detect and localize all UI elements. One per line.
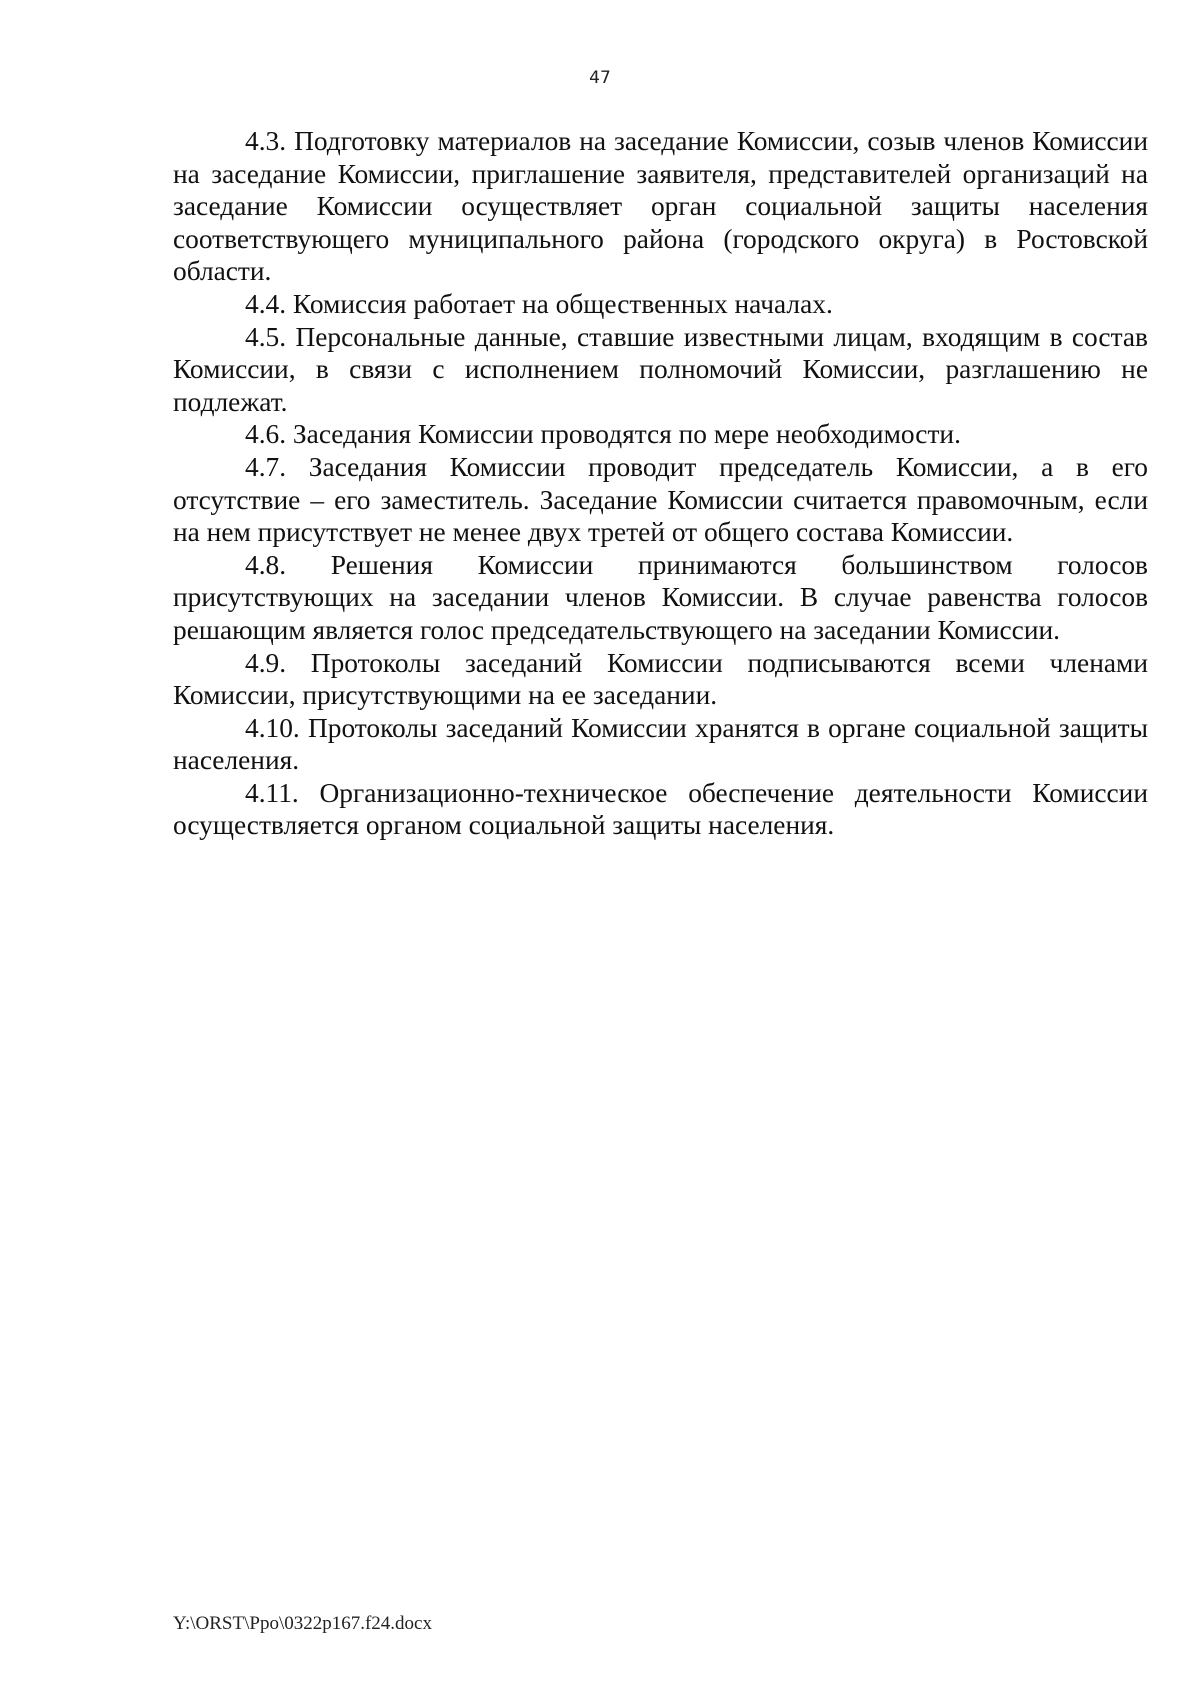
paragraph-4-11: 4.11. Организационно-техническое обеспечение деятельности Комиссии осуществляется органом социальной защиты населения. <box>173 777 1148 841</box>
paragraph-4-5: 4.5. Персональные данные, ставшие известными лицам, входящим в состав Комиссии, в связи с исполнением полномочий Комиссии, разглашению не подлежат. <box>173 321 1148 417</box>
paragraph-4-9: 4.9. Протоколы заседаний Комиссии подписываются всеми членами Комиссии, присутствующими на ее заседании. <box>173 647 1148 711</box>
paragraph-4-6: 4.6. Заседания Комиссии проводятся по мере необходимости. <box>245 419 961 450</box>
paragraph-4-3: 4.3. Подготовку материалов на заседание Комиссии, созыв членов Комиссии на заседание Комиссии, приглашение заявителя, представителей организаций на заседание Комиссии осуществляет орган социальной защиты населения соответствующего муниципального района (городского округа) в Ростовской области. <box>173 126 1148 287</box>
paragraph-4-7: 4.7. Заседания Комиссии проводит председатель Комиссии, а в его отсутствие – его заместитель. Заседание Комиссии считается правомочным, если на нем присутствует не менее двух третей от общего состава Комиссии. <box>173 451 1148 548</box>
paragraph-4-8: 4.8. Решения Комиссии принимаются большинством голосов присутствующих на заседании членов Комиссии. В случае равенства голосов решающим является голос председательствующего на заседании Комиссии. <box>173 549 1148 645</box>
page-number: 47 <box>589 68 611 88</box>
paragraph-4-10: 4.10. Протоколы заседаний Комиссии хранятся в органе социальной защиты населения. <box>173 712 1148 776</box>
document-body <box>173 125 1148 842</box>
paragraph-4-4: 4.4. Комиссия работает на общественных началах. <box>245 288 833 319</box>
footer-file-path: Y:\ORST\Ppo\0322p167.f24.docx <box>173 1613 432 1634</box>
